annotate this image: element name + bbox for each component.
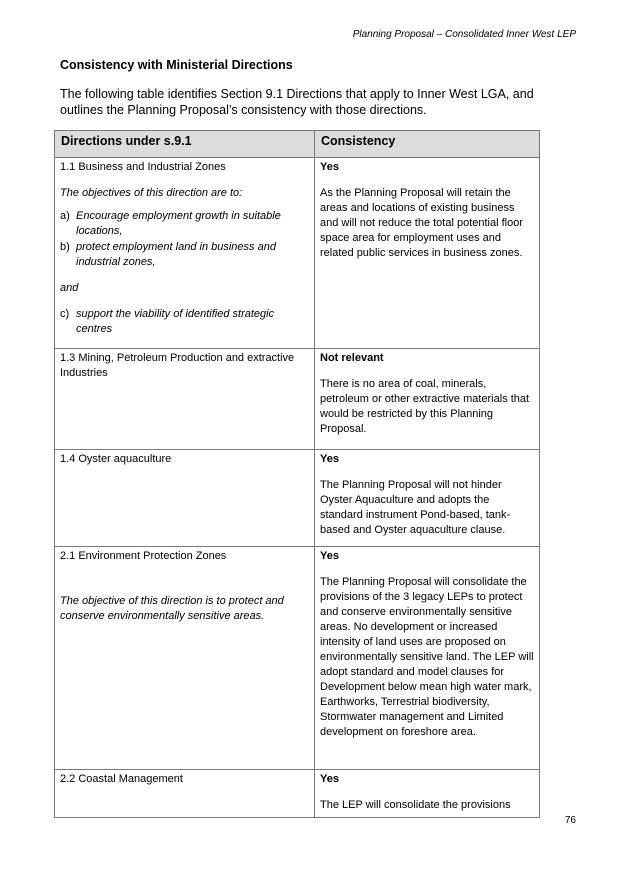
- list-marker: b): [60, 241, 70, 253]
- direction-name: 2.1 Environment Protection Zones: [60, 550, 227, 562]
- consistency-comment: There is no area of coal, minerals, petroleum or other extractive materials that would be restricted by this Planning Proposal.: [320, 378, 530, 435]
- objective-list: [60, 209, 309, 270]
- consistency-comment: The Planning Proposal will not hinder Oyster Aquaculture and adopts the standard instrument Pond-based, tank-based and Oyster aquaculture clause.: [320, 479, 511, 536]
- objective-connector: and: [60, 282, 79, 294]
- directions-table: [54, 130, 540, 818]
- list-item: [60, 240, 309, 270]
- table-header-row: [55, 131, 540, 158]
- intro-paragraph: The following table identifies Section 9.1 Directions that apply to Inner West LGA, and outlines the Planning Proposal’s consistency with those directions.: [60, 87, 534, 117]
- direction-name: 1.4 Oyster aquaculture: [60, 453, 172, 465]
- table-row: [55, 349, 540, 450]
- direction-cell: [55, 770, 315, 818]
- list-item-text: protect employment land in business and industrial zones,: [76, 241, 276, 268]
- direction-cell: [55, 450, 315, 547]
- consistency-cell: [315, 158, 540, 349]
- table-row: [55, 158, 540, 349]
- running-header: Planning Proposal – Consolidated Inner West LEP: [352, 29, 576, 40]
- consistency-cell: [315, 547, 540, 770]
- table-row: [55, 547, 540, 770]
- direction-cell: [55, 349, 315, 450]
- list-marker: a): [60, 210, 70, 222]
- page-number: 76: [564, 815, 576, 826]
- table-row: [55, 450, 540, 547]
- list-item-text: support the viability of identified strategic centres: [76, 308, 275, 335]
- consistency-comment: The LEP will consolidate the provisions: [320, 799, 511, 811]
- list-item-text: Encourage employment growth in suitable locations,: [76, 210, 281, 237]
- consistency-comment: The Planning Proposal will consolidate the provisions of the 3 legacy LEPs to protect and conserve environmentally sensitive areas. No development or increased intensity of land uses are proposed on environmentally sensitive land. The LEP will adopt standard and model clauses for Development below mean high water mark, Earthworks, Terrestrial biodiversity, Stormwater management and Limited development on foreshore area.: [320, 576, 534, 738]
- direction-cell: [55, 547, 315, 770]
- direction-name: 1.3 Mining, Petroleum Production and extractive Industries: [60, 352, 295, 379]
- direction-cell: [55, 158, 315, 349]
- consistency-cell: [315, 450, 540, 547]
- consistency-cell: [315, 770, 540, 818]
- direction-name: 2.2 Coastal Management: [60, 773, 183, 785]
- consistency-cell: [315, 349, 540, 450]
- consistency-comment: As the Planning Proposal will retain the areas and locations of existing business and will not reduce the total potential floor space area for employment uses and related public services in business zones.: [320, 187, 524, 259]
- direction-name: 1.1 Business and Industrial Zones: [60, 161, 226, 173]
- column-header-directions: Directions under s.9.1: [55, 131, 315, 158]
- objective-list: [60, 307, 309, 337]
- table-row: [55, 770, 540, 818]
- consistency-status: Yes: [320, 773, 339, 785]
- list-item: [60, 209, 309, 239]
- list-marker: c): [60, 308, 70, 320]
- objective-intro: The objectives of this direction are to:: [60, 187, 243, 199]
- consistency-status: Yes: [320, 453, 339, 465]
- list-item: [60, 307, 309, 337]
- objective-text: The objective of this direction is to protect and conserve environmentally sensitive areas.: [60, 595, 284, 622]
- section-title: Consistency with Ministerial Directions: [60, 58, 293, 72]
- consistency-status: Yes: [320, 550, 339, 562]
- column-header-consistency: Consistency: [315, 131, 540, 158]
- consistency-status: Yes: [320, 161, 339, 173]
- consistency-status: Not relevant: [320, 352, 384, 364]
